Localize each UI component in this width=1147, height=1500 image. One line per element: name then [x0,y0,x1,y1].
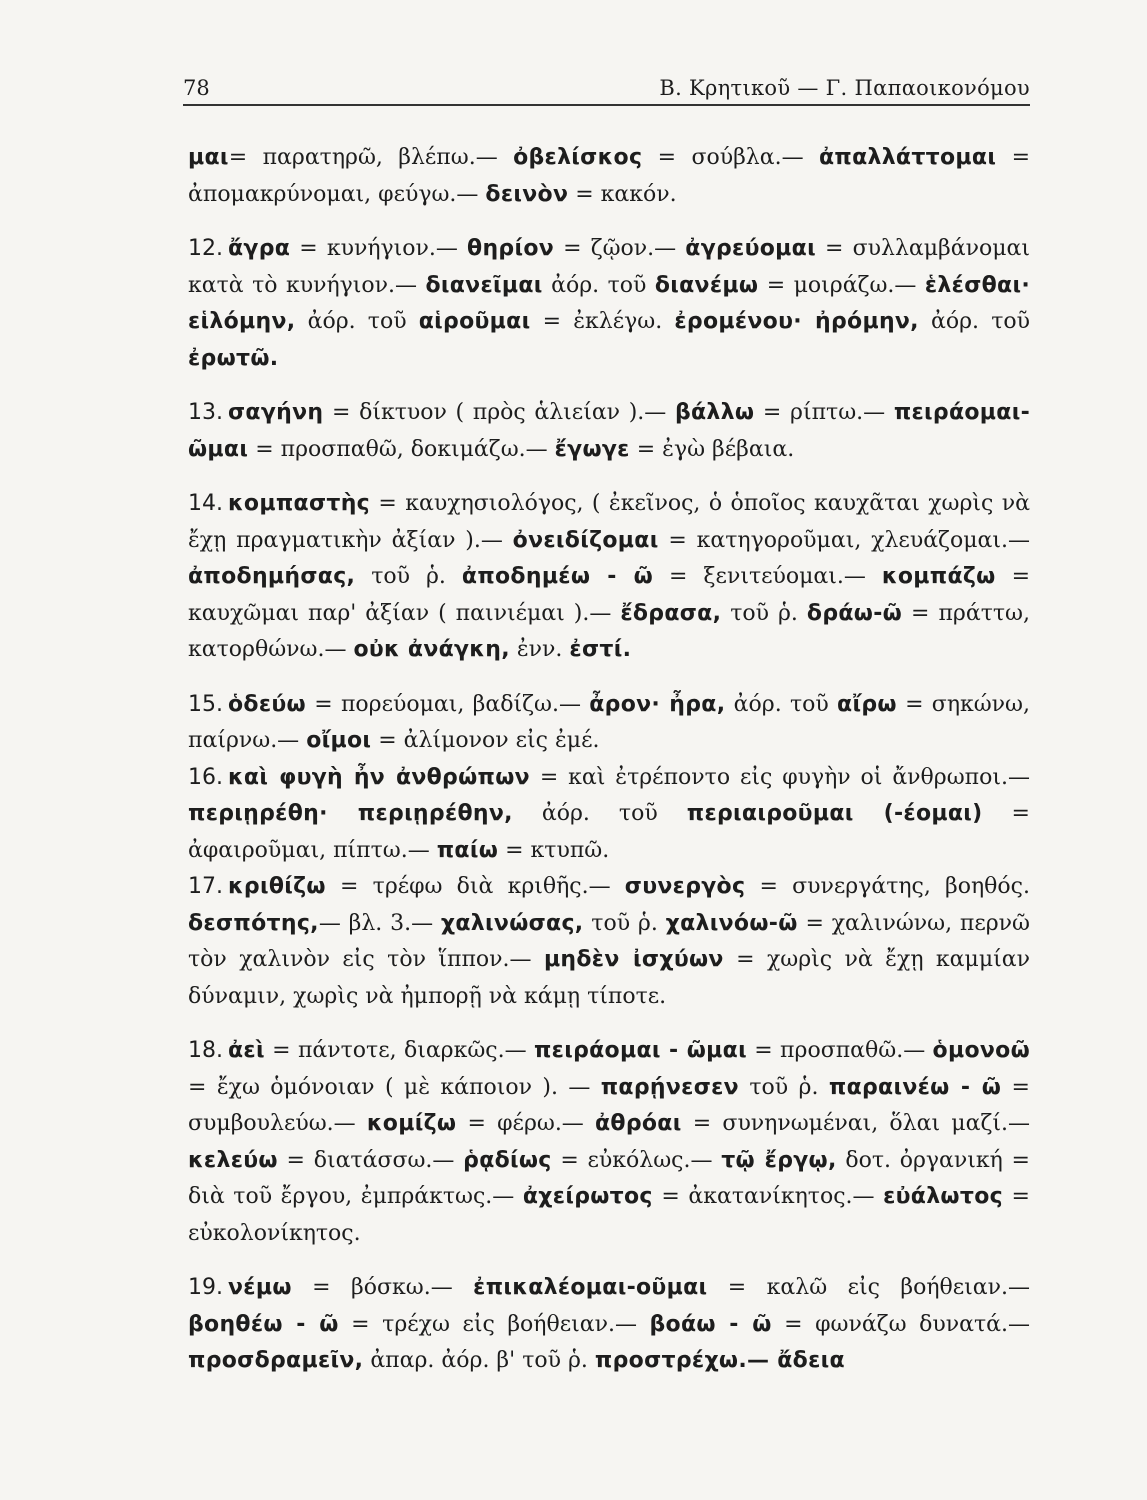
definition-text: = δίκτυον ( πρὸς ἁλιείαν ).— [323,400,675,425]
definition-text: = τρέχω εἰς βοήθειαν.— [338,1311,650,1337]
definition-text: = ἔχω ὁμόνοιαν ( μὲ κάποιον ). — [188,1074,601,1100]
definition-text: = χαλινώνω, περνῶ τὸν χαλινὸν εἰς τὸν ἵππον.— [188,910,1030,972]
headword: οἴμοι [306,728,372,753]
headword: πειράομαι-ῶμαι [188,400,1031,462]
headword: ἔγωγε [554,436,630,462]
definition-text: = κατηγοροῦμαι, χλευάζομαι.— [658,527,1030,553]
headword: βοάω - ῶ [649,1311,772,1337]
definition-text: τοῦ ῥ. [738,1074,829,1100]
headword: σαγήνη [228,400,324,425]
definition-text: δοτ. ὀργανική = διὰ τοῦ ἔργου, ἐμπράκτως.— [188,1147,1030,1209]
definition-text: = συνεργάτης, βοηθός. [745,874,1030,899]
definition-text: ἀόρ. τοῦ [295,309,419,334]
entry-number: 12. [188,236,223,261]
headword: χαλινόω-ῶ [665,910,798,936]
headword: καὶ φυγὴ ἦν ἀνθρώπων [228,764,530,790]
definition-text: ἀόρ. τοῦ [542,272,655,298]
glossary-entry [188,1270,1030,1380]
definition-text: = παρατηρῶ, βλέπω.— [228,145,514,170]
headword: θηρίον [467,236,555,261]
headword: ὀνειδίζομαι [512,527,659,553]
headword: κομπάζω [881,564,996,589]
headword: αἴρω [837,691,897,717]
definition-text: — βλ. 3.— [318,910,441,936]
definition-text: = εὐκολονίκητος. [188,1184,1030,1246]
page-header [183,72,1030,106]
definition-text: ἀόρ. τοῦ [725,691,838,717]
definition-text: = συμβουλεύω.— [188,1074,1030,1136]
definition-text: = φωνάζω δυνατά.— [771,1311,1030,1337]
headword: κελεύω [188,1147,278,1173]
definition-text: = εὐκόλως.— [551,1147,722,1173]
headword: ἀεὶ [228,1038,265,1063]
headword: ἀπαλλάττομαι [818,145,997,170]
definition-text: = καλῶ εἰς βοήθειαν.— [707,1275,1030,1300]
headword: ὁμονοῶ [932,1038,1030,1063]
definition-text: = κτυπῶ. [498,837,610,863]
headword: δεσπότης, [188,910,319,936]
definition-text: = σηκώνω, παίρνω.— [188,691,1030,753]
definition-text: = πάντοτε, διαρκῶς.— [264,1038,534,1063]
definition-text: = φέρω.— [456,1111,596,1136]
headword: μηδὲν ἰσχύων [543,947,724,972]
definition-text: = βόσκω.— [291,1275,474,1300]
headword: ἔδρασα, [620,600,722,626]
definition-text: = καυχῶμαι παρ' ἀξίαν ( παινιέμαι ).— [188,564,1030,626]
glossary-entry [188,760,1030,870]
headword: μαι [188,145,229,170]
headword: ἐρομένου· ἠρόμην, [674,309,919,334]
definition-text: = διατάσσω.— [277,1147,464,1173]
headword: ἐρωτῶ. [188,345,279,371]
definition-text: = προσπαθῶ, δοκιμάζω.— [248,436,555,462]
headword: νέμω [228,1275,292,1300]
headword: ἀχείρωτος [522,1184,653,1209]
glossary-entry [188,395,1030,468]
definition-text: = μοιράζω.— [758,272,925,298]
definition-text: = τρέφω διὰ κριθῆς.— [325,874,625,899]
headword: κομίζω [366,1111,457,1136]
definition-text: ἀπαρ. ἀόρ. β' τοῦ ῥ. [363,1348,595,1373]
headword: ἀγρεύομαι [685,236,816,261]
glossary-entry [188,231,1030,377]
glossary-entry [188,486,1030,669]
entry-number: 15. [188,691,223,717]
headword: εὐάλωτος [883,1184,1003,1209]
headword: τῷ ἔργῳ, [721,1147,837,1173]
definition-text: ἀόρ. τοῦ [512,801,687,826]
glossary-entry [188,869,1030,1015]
definition-text: = πράττω, κατορθώνω.— [188,600,1030,662]
headword: ἀθρόαι [595,1111,682,1136]
headword: δεινὸν [485,181,569,207]
headword: κομπαστὴς [228,491,371,516]
headword: ῥᾳδίως [463,1147,552,1173]
definition-text: = κυνήγιον.— [290,236,468,261]
headword: δράω-ῶ [806,600,903,626]
headword: βοηθέω - ῶ [188,1311,339,1337]
running-head: Β. Κρητικοῦ — Γ. Παπαοικονόμου [659,76,1030,100]
definition-text: ἀόρ. τοῦ [918,309,1030,334]
glossary-content [188,140,1030,1380]
headword: ἄγρα [228,236,291,261]
definition-text: = ἐγὼ βέβαια. [629,436,795,462]
headword: βάλλω [674,400,755,425]
headword: οὐκ ἀνάγκη, [353,637,510,662]
definition-text: = ἀλίμονον εἰς ἐμέ. [371,728,600,753]
definition-text: τοῦ ῥ. [721,600,807,626]
headword: προστρέχω.— ἄδεια [594,1348,845,1373]
definition-text: = προσπαθῶ.— [746,1038,933,1063]
definition-text: ἐνν. [509,637,570,662]
headword: διανέμω [654,272,759,298]
glossary-entry [188,687,1030,760]
definition-text: τοῦ ῥ. [583,910,666,936]
glossary-entry [188,140,1030,213]
definition-text: = ἐκλέγω. [530,309,675,334]
definition-text: = ἀφαιροῦμαι, πίπτω.— [188,801,1030,863]
definition-text: = κακόν. [568,181,677,207]
entry-number: 16. [188,764,223,790]
headword: ἆρον· ἦρα, [589,691,726,717]
headword: πειράομαι - ῶμαι [533,1038,747,1063]
headword: προσδραμεῖν, [188,1348,364,1373]
headword: ὀβελίσκος [513,145,643,170]
definition-text: = ρίπτω.— [754,400,894,425]
definition-text: = συλλαμβάνομαι κατὰ τὸ κυνήγιον.— [188,236,1031,298]
definition-text: = καὶ ἐτρέποντο εἰς φυγὴν οἱ ἄνθρωποι.— [529,764,1030,790]
page-number: 78 [183,76,210,100]
headword: ἑλέσθαι· εἱλόμην, [188,272,1030,334]
headword: ἐστί. [569,637,632,662]
definition-text: = σούβλα.— [642,145,819,170]
glossary-entry [188,1033,1030,1252]
headword: ἀποδημήσας, [188,564,356,589]
entry-number: 18. [188,1038,223,1063]
entry-number: 14. [188,491,223,516]
headword: χαλινώσας, [440,910,584,936]
headword: περιῃρέθη· περιῃρέθην, [188,801,513,826]
entry-number: 17. [188,874,223,899]
definition-text: = καυχησιολόγος, ( ἐκεῖνος, ὁ ὁποῖος καυχᾶται χωρὶς νὰ ἔχῃ πραγματικὴν ἀξίαν ).— [188,491,1030,553]
headword: παραινέω - ῶ [828,1074,1002,1100]
headword: διανεῖμαι [425,272,543,298]
definition-text: = ἀπομακρύνομαι, φεύγω.— [188,145,1031,207]
definition-text: = ξενιτεύομαι.— [653,564,882,589]
headword: αἱροῦμαι [418,309,531,334]
definition-text: = πορεύομαι, βαδίζω.— [305,691,590,717]
headword: περιαιροῦμαι (-έομαι) [686,801,983,826]
definition-text: = χωρὶς νὰ ἔχῃ καμμίαν δύναμιν, χωρὶς νὰ ἠμπορῇ νὰ κάμῃ τίποτε. [188,947,1030,1009]
headword: ἀποδημέω - ῶ [461,564,654,589]
entry-number: 13. [188,400,223,425]
definition-text: = ἀκατανίκητος.— [652,1184,884,1209]
headword: κριθίζω [228,874,326,899]
definition-text: τοῦ ῥ. [355,564,462,589]
headword: παίω [436,837,499,863]
headword: συνεργὸς [624,874,746,899]
definition-text: = ζῷον.— [554,236,686,261]
entry-number: 19. [188,1275,223,1300]
headword: ὁδεύω [228,691,306,717]
definition-text: = συνηνωμέναι, ὅλαι μαζί.— [681,1111,1030,1136]
headword: παρῄνεσεν [600,1074,739,1100]
headword: ἐπικαλέομαι-οῦμαι [473,1275,708,1300]
